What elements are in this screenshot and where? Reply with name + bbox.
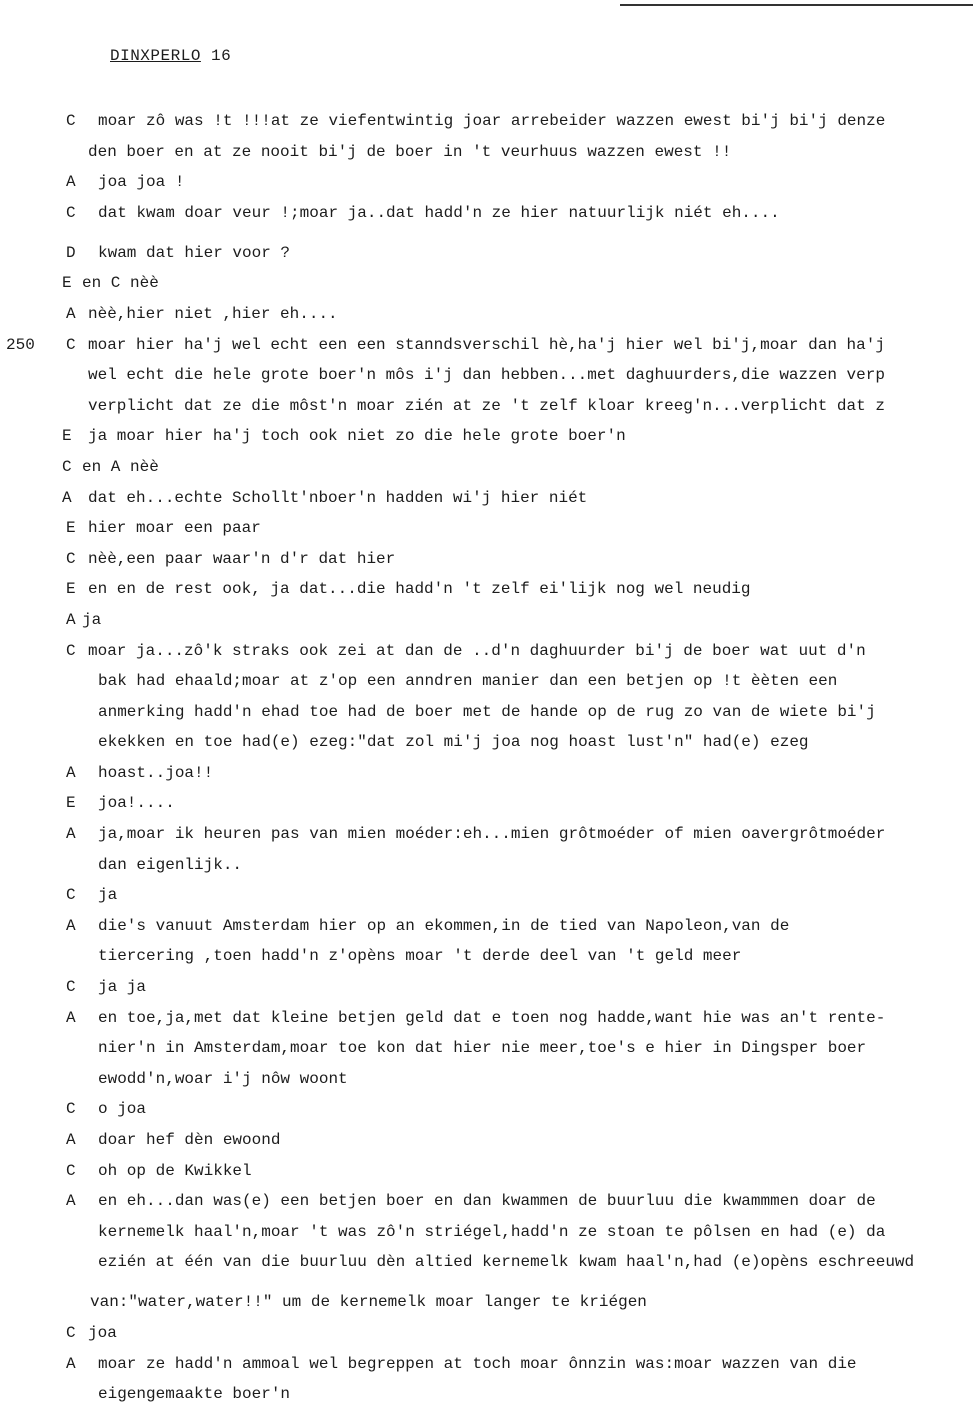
speaker-label: A — [66, 304, 76, 323]
speaker-label: C — [66, 978, 76, 997]
utterance-text: dat eh...echte Schollt'nboer'n hadden wi'j hier niét — [88, 488, 588, 507]
transcript-line — [0, 824, 973, 855]
transcript-line — [0, 1354, 973, 1385]
transcript-line — [0, 426, 973, 457]
transcript-line — [0, 335, 973, 366]
transcript-line — [0, 671, 973, 702]
utterance-text: tiercering ,toen hadd'n z'opèns moar 't derde deel van 't geld meer — [98, 947, 742, 966]
utterance-text: hoast..joa!! — [98, 763, 214, 782]
speaker-label: C — [66, 549, 76, 568]
transcript-line — [0, 1099, 973, 1130]
transcript-line — [0, 273, 973, 304]
transcript-line — [0, 1384, 973, 1415]
transcript-line — [0, 172, 973, 203]
speaker-label: A — [66, 1008, 76, 1027]
utterance-text: verplicht dat ze die môst'n moar zién at ze 't zelf kloar kreeg'n...verplicht dat z — [88, 396, 885, 415]
transcript-line — [0, 763, 973, 794]
transcript-line — [0, 1222, 973, 1253]
transcript-line — [0, 1008, 973, 1039]
utterance-text: moar ze hadd'n ammoal wel begreppen at toch moar ônnzin was:moar wazzen van die — [98, 1354, 857, 1373]
speaker-label: C — [66, 886, 76, 905]
utterance-text: en C nèè — [82, 274, 159, 293]
transcript-line — [0, 203, 973, 243]
speaker-label: A — [66, 916, 76, 935]
transcript-line — [0, 1323, 973, 1354]
header-page-number: 16 — [211, 47, 232, 65]
speaker-label: C — [66, 1100, 76, 1119]
transcript-line — [0, 1292, 973, 1323]
utterance-text: dan eigenlijk.. — [98, 855, 243, 874]
utterance-text: eigengemaakte boer'n — [98, 1385, 291, 1404]
speaker-label: A — [66, 1354, 76, 1373]
speaker-label: E — [66, 519, 76, 538]
line-number: 250 — [6, 335, 35, 354]
utterance-text: ja — [82, 610, 102, 629]
utterance-text: oh op de Kwikkel — [98, 1161, 252, 1180]
utterance-text: moar zô was !t !!!at ze viefentwintig joar arrebeider wazzen ewest bi'j bi'j denze — [98, 112, 886, 130]
utterance-text: joa joa ! — [98, 173, 185, 192]
transcript-line — [0, 732, 973, 763]
utterance-text: kernemelk haal'n,moar 't was zô'n striégel,hadd'n ze stoan te pôlsen en had (e) da — [98, 1222, 886, 1241]
transcript-line — [0, 1038, 973, 1069]
transcript-line — [0, 579, 973, 610]
speaker-label: E — [66, 794, 76, 813]
utterance-text: dat kwam doar veur !;moar ja..dat hadd'n ze hier natuurlijk niét eh.... — [98, 203, 780, 222]
utterance-text: ja,moar ik heuren pas van mien moéder:eh...mien grôtmoéder of mien oavergrôtmoéder — [98, 825, 886, 844]
top-rule — [620, 4, 973, 6]
speaker-label: D — [66, 243, 76, 262]
speaker-label: E — [62, 274, 72, 293]
transcript-line — [0, 518, 973, 549]
transcript-line — [0, 243, 973, 274]
utterance-text: hier moar een paar — [88, 519, 261, 538]
transcript-line — [0, 1130, 973, 1161]
speaker-label: A — [66, 825, 76, 844]
speaker-label: C — [66, 1161, 76, 1180]
transcript-line — [0, 610, 973, 641]
utterance-text: ja moar hier ha'j toch ook niet zo die hele grote boer'n — [88, 427, 626, 446]
transcript-line — [0, 885, 973, 916]
speaker-label: C — [66, 335, 76, 354]
speaker-label: C — [62, 457, 72, 476]
speaker-label: C — [66, 203, 76, 222]
transcript-line — [0, 488, 973, 519]
utterance-text: ja ja — [98, 978, 147, 997]
utterance-text: anmerking hadd'n ehad toe had de boer met de hande op de rug zo van de wiete bi'j — [98, 702, 876, 721]
utterance-text: en en de rest ook, ja dat...die hadd'n 't zelf ei'lijk nog wel neudig — [88, 580, 751, 599]
utterance-text: ekekken en toe had(e) ezeg:"dat zol mi'j joa nog hoast lust'n" had(e) ezeg — [98, 733, 809, 752]
transcript-line — [0, 457, 973, 488]
utterance-text: joa — [88, 1323, 117, 1342]
utterance-text: en eh...dan was(e) een betjen boer en dan kwammen de buurluu die kwammmen doar de — [98, 1192, 876, 1211]
utterance-text: o joa — [98, 1100, 147, 1119]
utterance-text: en toe,ja,met dat kleine betjen geld dat e toen nog hadde,want hie was an't rente- — [98, 1008, 886, 1027]
utterance-text: moar hier ha'j wel echt een een stanndsverschil hè,ha'j hier wel bi'j,moar dan ha'j — [88, 335, 885, 354]
utterance-text: ja — [98, 886, 118, 905]
utterance-text: kwam dat hier voor ? — [98, 243, 291, 262]
header-title: DINXPERLO — [110, 47, 201, 65]
utterance-text: doar hef dèn ewoond — [98, 1131, 281, 1149]
speaker-label: A — [66, 1192, 76, 1211]
transcript-line — [0, 111, 973, 142]
utterance-text: bak had ehaald;moar at z'op een anndren manier dan een betjen op !t èèten een — [98, 672, 838, 691]
transcript-line — [0, 1252, 973, 1292]
transcript-line — [0, 702, 973, 733]
transcript-line — [0, 396, 973, 427]
transcript-line — [0, 142, 973, 173]
page-header — [110, 47, 231, 65]
utterance-text: nier'n in Amsterdam,moar toe kon dat hier nie meer,toe's e hier in Dingsper boer — [98, 1039, 867, 1058]
speaker-label: C — [66, 1323, 76, 1342]
speaker-label: A — [66, 610, 76, 629]
speaker-label: C — [66, 112, 76, 130]
transcript-line — [0, 1161, 973, 1192]
transcript-line — [0, 977, 973, 1008]
speaker-label: E — [62, 427, 72, 446]
transcript-line — [0, 641, 973, 672]
transcript-line — [0, 916, 973, 947]
utterance-text: den boer en at ze nooit bi'j de boer in 't veurhuus wazzen ewest !! — [88, 142, 732, 161]
transcript-line — [0, 946, 973, 977]
transcript-line — [0, 1191, 973, 1222]
transcript-line — [0, 304, 973, 335]
utterance-text: moar ja...zô'k straks ook zei at dan de ..d'n daghuurder bi'j de boer wat uut d'n — [88, 641, 866, 660]
utterance-text: wel echt die hele grote boer'n môs i'j dan hebben...met daghuurders,die wazzen verp — [88, 366, 885, 385]
utterance-text: ezién at één van die buurluu dèn altied kernemelk kwam haal'n,had (e)opèns eschreeuwd — [98, 1253, 915, 1272]
transcript-line — [0, 365, 973, 396]
utterance-text: die's vanuut Amsterdam hier op an ekommen,in de tied van Napoleon,van de — [98, 916, 790, 935]
utterance-text: ewodd'n,woar i'j nôw woont — [98, 1069, 348, 1088]
utterance-text: nèè,een paar waar'n d'r dat hier — [88, 549, 396, 568]
transcript-line — [0, 793, 973, 824]
utterance-text: joa!.... — [98, 794, 175, 813]
speaker-label: A — [66, 173, 76, 192]
speaker-label: A — [66, 1131, 76, 1149]
transcript-line — [0, 549, 973, 580]
utterance-text: van:"water,water!!" um de kernemelk moar langer te kriégen — [90, 1293, 647, 1312]
transcript-line — [0, 855, 973, 886]
speaker-label: C — [66, 641, 76, 660]
speaker-label: E — [66, 580, 76, 599]
speaker-label: A — [66, 763, 76, 782]
transcript-line — [0, 1069, 973, 1100]
utterance-text: en A nèè — [82, 457, 159, 476]
utterance-text: nèè,hier niet ,hier eh.... — [88, 304, 338, 323]
transcript — [0, 111, 973, 1415]
speaker-label: A — [62, 488, 72, 507]
